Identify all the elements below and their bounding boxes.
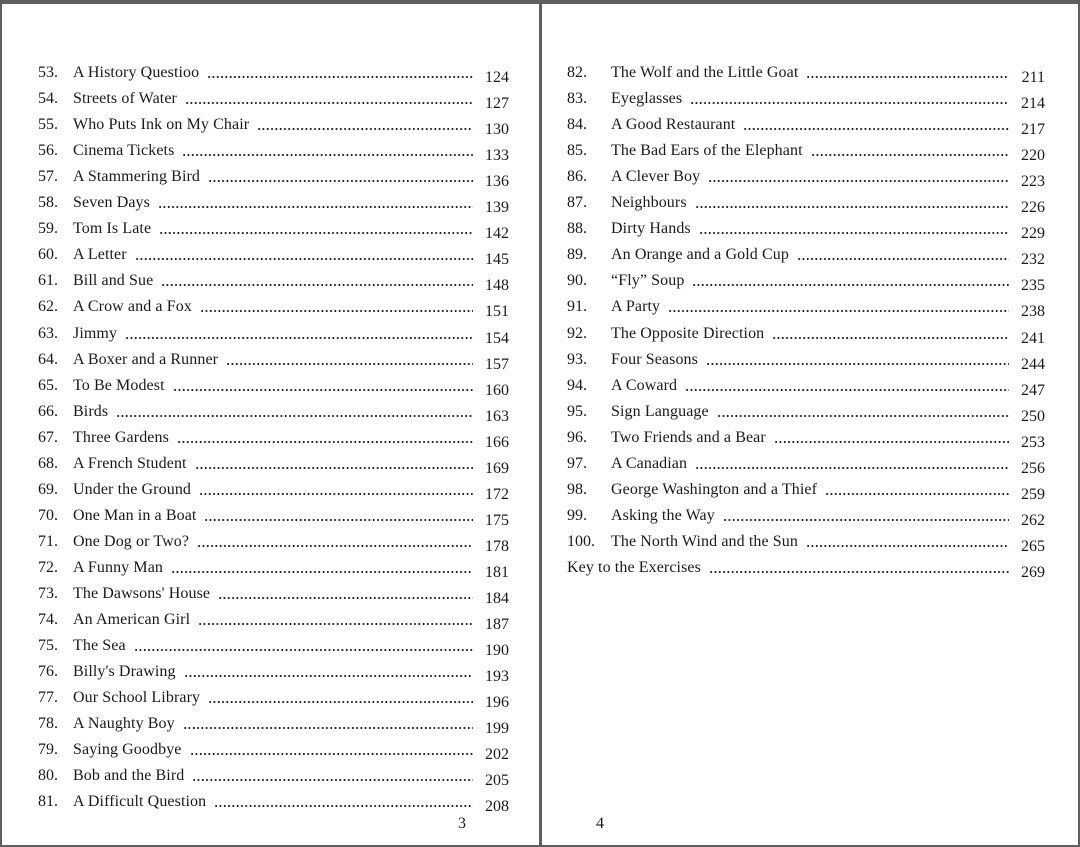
entry-page-number: 166: [485, 433, 509, 451]
page-number-right: 4: [596, 815, 604, 832]
entry-title: Two Friends and a Bear: [611, 428, 766, 446]
toc-entry: [38, 577, 509, 607]
entry-title: Bob and the Bird: [73, 767, 185, 785]
entry-number: 67.: [38, 428, 58, 446]
dot-leader: [171, 571, 473, 573]
entry-title: Under the Ground: [73, 480, 192, 498]
entry-number: 68.: [38, 454, 58, 472]
entry-page-number: 232: [1021, 251, 1045, 269]
entry-number: 89.: [567, 246, 587, 264]
dot-leader: [699, 232, 1009, 234]
toc-entry: [38, 473, 509, 503]
toc-list-right: [542, 56, 1078, 581]
toc-entry: [38, 290, 509, 321]
toc-entry: [38, 421, 509, 451]
entry-page-number: 226: [1021, 199, 1045, 217]
entry-number: 78.: [38, 715, 58, 733]
dot-leader: [806, 76, 1009, 78]
dot-leader: [182, 154, 473, 156]
entry-page-number: 136: [485, 173, 509, 191]
toc-entry: [567, 421, 1045, 451]
toc-entry: [38, 316, 509, 347]
entry-page-number: 187: [485, 616, 509, 634]
entry-title: “Fly” Soup: [611, 272, 685, 290]
entry-page-number: 181: [485, 563, 509, 581]
entry-number: 99.: [567, 506, 587, 524]
toc-entry: [38, 785, 509, 816]
entry-page-number: 199: [485, 720, 509, 738]
entry-number: 64.: [38, 350, 58, 368]
entry-page-number: 208: [485, 798, 509, 816]
toc-entry: [38, 369, 509, 399]
dot-leader: [158, 206, 473, 208]
dot-leader: [685, 389, 1009, 391]
entry-page-number: 220: [1021, 147, 1045, 165]
dot-leader: [173, 389, 473, 391]
toc-entry: [38, 82, 509, 113]
toc-entry: [567, 212, 1045, 243]
entry-number: 79.: [38, 741, 58, 759]
dot-leader: [208, 701, 473, 703]
toc-entry: [567, 264, 1045, 295]
dot-leader: [161, 284, 473, 286]
entry-page-number: 217: [1021, 121, 1045, 139]
toc-entry: [38, 56, 509, 87]
dot-leader: [214, 805, 473, 807]
toc-entry: [567, 160, 1045, 191]
toc-entry: [567, 499, 1045, 529]
entry-page-number: 235: [1021, 277, 1045, 295]
entry-title: A Crow and a Fox: [73, 298, 192, 316]
toc-entry: [567, 186, 1045, 217]
entry-title: The Bad Ears of the Elephant: [611, 142, 803, 160]
dot-leader: [668, 310, 1009, 312]
entry-number: 58.: [38, 194, 58, 212]
entry-title: Billy's Drawing: [73, 663, 176, 681]
dot-leader: [692, 284, 1009, 286]
entry-number: 77.: [38, 689, 58, 707]
entry-title: George Washington and a Thief: [611, 480, 818, 498]
entry-number: 74.: [38, 611, 58, 629]
entry-number: 71.: [38, 532, 58, 550]
entry-title: One Man in a Boat: [73, 506, 197, 524]
entry-title: A Canadian: [611, 454, 688, 472]
entry-number: 75.: [38, 637, 58, 655]
entry-title: A Letter: [73, 246, 127, 264]
entry-page-number: 148: [485, 277, 509, 295]
entry-number: 97.: [567, 454, 587, 472]
entry-title: Dirty Hands: [611, 220, 691, 238]
entry-number: 59.: [38, 220, 58, 238]
dot-leader: [723, 519, 1009, 521]
entry-number: 63.: [38, 324, 58, 342]
toc-entry: [38, 186, 509, 217]
entry-title: Tom Is Late: [73, 220, 152, 238]
entry-number: 62.: [38, 298, 58, 316]
entry-number: 92.: [567, 324, 587, 342]
entry-title: Saying Goodbye: [73, 741, 182, 759]
entry-page-number: 139: [485, 199, 509, 217]
dot-leader: [208, 180, 473, 182]
toc-entry: [38, 212, 509, 243]
entry-number: 72.: [38, 558, 58, 576]
entry-page-number: 193: [485, 668, 509, 686]
dot-leader: [159, 232, 473, 234]
toc-entry: [38, 108, 509, 139]
dot-leader: [825, 493, 1009, 495]
toc-entry: [38, 395, 509, 425]
entry-number: 93.: [567, 350, 587, 368]
toc-entry: [567, 56, 1045, 87]
entry-title: An American Girl: [73, 611, 191, 629]
entry-title: Who Puts Ink on My Chair: [73, 116, 250, 134]
entry-number: 55.: [38, 116, 58, 134]
entry-number: 53.: [38, 64, 58, 82]
dot-leader: [207, 76, 473, 78]
toc-entry: [38, 681, 509, 712]
dot-leader: [257, 128, 473, 130]
entry-title: A Party: [611, 298, 661, 316]
entry-number: 96.: [567, 428, 587, 446]
entry-title: Streets of Water: [73, 90, 177, 108]
toc-entry: [567, 82, 1045, 113]
toc-entry: [38, 134, 509, 165]
entry-number: 83.: [567, 90, 587, 108]
dot-leader: [190, 753, 473, 755]
toc-entry: [567, 551, 1045, 581]
entry-number: 73.: [38, 584, 58, 602]
entry-page-number: 265: [1021, 537, 1045, 555]
toc-entry: [38, 759, 509, 790]
toc-entry: [38, 551, 509, 581]
entry-title: Bill and Sue: [73, 272, 154, 290]
dot-leader: [706, 363, 1009, 365]
entry-title: Our School Library: [73, 689, 201, 707]
entry-title: The Opposite Direction: [611, 324, 765, 342]
entry-number: 66.: [38, 402, 58, 420]
toc-entry: [38, 629, 509, 660]
dot-leader: [204, 519, 473, 521]
toc-entry: [567, 238, 1045, 269]
entry-number: 61.: [38, 272, 58, 290]
entry-page-number: 178: [485, 537, 509, 555]
entry-title: One Dog or Two?: [73, 532, 190, 550]
entry-number: 91.: [567, 298, 587, 316]
entry-title: Four Seasons: [611, 350, 698, 368]
entry-title: A Coward: [611, 376, 678, 394]
entry-title: The Dawsons' House: [73, 584, 211, 602]
dot-leader: [709, 571, 1009, 573]
dot-leader: [200, 310, 473, 312]
entry-page-number: 202: [485, 746, 509, 764]
toc-entry: [567, 525, 1045, 555]
entry-page-number: 184: [485, 589, 509, 607]
dot-leader: [772, 337, 1009, 339]
toc-entry: [567, 473, 1045, 503]
entry-page-number: 259: [1021, 485, 1045, 503]
entry-page-number: 151: [485, 303, 509, 321]
entry-page-number: 253: [1021, 433, 1045, 451]
entry-number: 57.: [38, 168, 58, 186]
entry-page-number: 130: [485, 121, 509, 139]
dot-leader: [690, 102, 1009, 104]
entry-page-number: 262: [1021, 511, 1045, 529]
entry-number: 80.: [38, 767, 58, 785]
dot-leader: [195, 467, 473, 469]
toc-entry: [567, 134, 1045, 165]
entry-number: 84.: [567, 116, 587, 134]
dot-leader: [116, 415, 473, 417]
entry-number: 88.: [567, 220, 587, 238]
entry-title: Neighbours: [611, 194, 687, 212]
entry-page-number: 269: [1021, 563, 1045, 581]
toc-entry: [38, 733, 509, 764]
entry-title: The Sea: [73, 637, 126, 655]
dot-leader: [695, 206, 1009, 208]
entry-number: 90.: [567, 272, 587, 290]
entry-number: 82.: [567, 64, 587, 82]
dot-leader: [708, 180, 1009, 182]
entry-page-number: 160: [485, 381, 509, 399]
dot-leader: [218, 597, 473, 599]
entry-title: A Funny Man: [73, 558, 163, 576]
entry-page-number: 241: [1021, 329, 1045, 347]
dot-leader: [184, 675, 473, 677]
entry-title: A Difficult Question: [73, 793, 207, 811]
entry-title: Eyeglasses: [611, 90, 683, 108]
toc-entry: [38, 447, 509, 477]
dot-leader: [183, 727, 473, 729]
entry-number: 70.: [38, 506, 58, 524]
entry-number: 81.: [38, 793, 58, 811]
right-page: [542, 4, 1078, 845]
entry-page-number: 229: [1021, 225, 1045, 243]
entry-number: 94.: [567, 376, 587, 394]
entry-number: 54.: [38, 90, 58, 108]
entry-title: A Naughty Boy: [73, 715, 175, 733]
entry-title: Birds: [73, 402, 109, 420]
entry-title: The Wolf and the Little Goat: [611, 64, 799, 82]
entry-title: A Boxer and a Runner: [73, 350, 219, 368]
entry-number: 86.: [567, 168, 587, 186]
entry-page-number: 244: [1021, 355, 1045, 373]
entry-page-number: 190: [485, 642, 509, 660]
entry-page-number: 124: [485, 69, 509, 87]
entry-page-number: 169: [485, 459, 509, 477]
toc-entry: [567, 395, 1045, 425]
toc-entry: [38, 525, 509, 555]
entry-page-number: 196: [485, 694, 509, 712]
dot-leader: [192, 779, 473, 781]
entry-page-number: 247: [1021, 381, 1045, 399]
toc-entry: [38, 343, 509, 373]
toc-entry: [567, 369, 1045, 399]
dot-leader: [199, 493, 473, 495]
toc-entry: [38, 238, 509, 269]
entry-page-number: 214: [1021, 95, 1045, 113]
dot-leader: [134, 649, 473, 651]
toc-entry: [38, 603, 509, 634]
dot-leader: [717, 415, 1009, 417]
page-number-left: 3: [458, 815, 466, 832]
entry-title: The North Wind and the Sun: [611, 532, 798, 550]
entry-title: A French Student: [73, 454, 187, 472]
entry-title: To Be Modest: [73, 376, 165, 394]
entry-page-number: 163: [485, 407, 509, 425]
dot-leader: [774, 441, 1009, 443]
dot-leader: [743, 128, 1009, 130]
entry-number: 65.: [38, 376, 58, 394]
entry-page-number: 157: [485, 355, 509, 373]
entry-title: An Orange and a Gold Cup: [611, 246, 789, 264]
entry-number: 100.: [567, 532, 595, 550]
entry-page-number: 127: [485, 95, 509, 113]
toc-entry: [38, 499, 509, 529]
entry-title: A History Questioo: [73, 64, 200, 82]
dot-leader: [226, 363, 473, 365]
toc-entry: [567, 343, 1045, 373]
dot-leader: [185, 102, 473, 104]
entry-page-number: 250: [1021, 407, 1045, 425]
entry-title: A Clever Boy: [611, 168, 701, 186]
entry-page-number: 256: [1021, 459, 1045, 477]
dot-leader: [125, 337, 473, 339]
entry-page-number: 211: [1021, 69, 1045, 87]
toc-entry: [567, 290, 1045, 321]
entry-title: Asking the Way: [611, 506, 715, 524]
entry-title: Cinema Tickets: [73, 142, 175, 160]
entry-page-number: 154: [485, 329, 509, 347]
entry-number: 60.: [38, 246, 58, 264]
entry-number: 95.: [567, 402, 587, 420]
entry-page-number: 142: [485, 225, 509, 243]
entry-title: Seven Days: [73, 194, 150, 212]
dot-leader: [797, 258, 1009, 260]
toc-entry: [567, 447, 1045, 477]
entry-title: A Good Restaurant: [611, 116, 736, 134]
toc-entry: [38, 707, 509, 738]
dot-leader: [695, 467, 1009, 469]
entry-page-number: 172: [485, 485, 509, 503]
entry-number: 56.: [38, 142, 58, 160]
entry-page-number: 223: [1021, 173, 1045, 191]
entry-title: Sign Language: [611, 402, 709, 420]
entry-title: Three Gardens: [73, 428, 169, 446]
left-page: [2, 4, 539, 845]
entry-page-number: 205: [485, 772, 509, 790]
entry-number: 85.: [567, 142, 587, 160]
dot-leader: [135, 258, 473, 260]
dot-leader: [811, 154, 1009, 156]
dot-leader: [806, 545, 1009, 547]
entry-page-number: 145: [485, 251, 509, 269]
entry-title: A Stammering Bird: [73, 168, 201, 186]
entry-title: Jimmy: [73, 324, 118, 342]
toc-entry: [567, 108, 1045, 139]
entry-page-number: 133: [485, 147, 509, 165]
entry-title: Key to the Exercises: [567, 558, 701, 576]
dot-leader: [197, 545, 473, 547]
entry-number: 69.: [38, 480, 58, 498]
toc-entry: [38, 655, 509, 686]
dot-leader: [177, 441, 473, 443]
entry-page-number: 238: [1021, 303, 1045, 321]
toc-entry: [567, 316, 1045, 347]
entry-number: 98.: [567, 480, 587, 498]
toc-entry: [38, 160, 509, 191]
entry-page-number: 175: [485, 511, 509, 529]
dot-leader: [198, 623, 473, 625]
entry-number: 76.: [38, 663, 58, 681]
entry-number: 87.: [567, 194, 587, 212]
toc-entry: [38, 264, 509, 295]
toc-list-left: [2, 56, 539, 816]
